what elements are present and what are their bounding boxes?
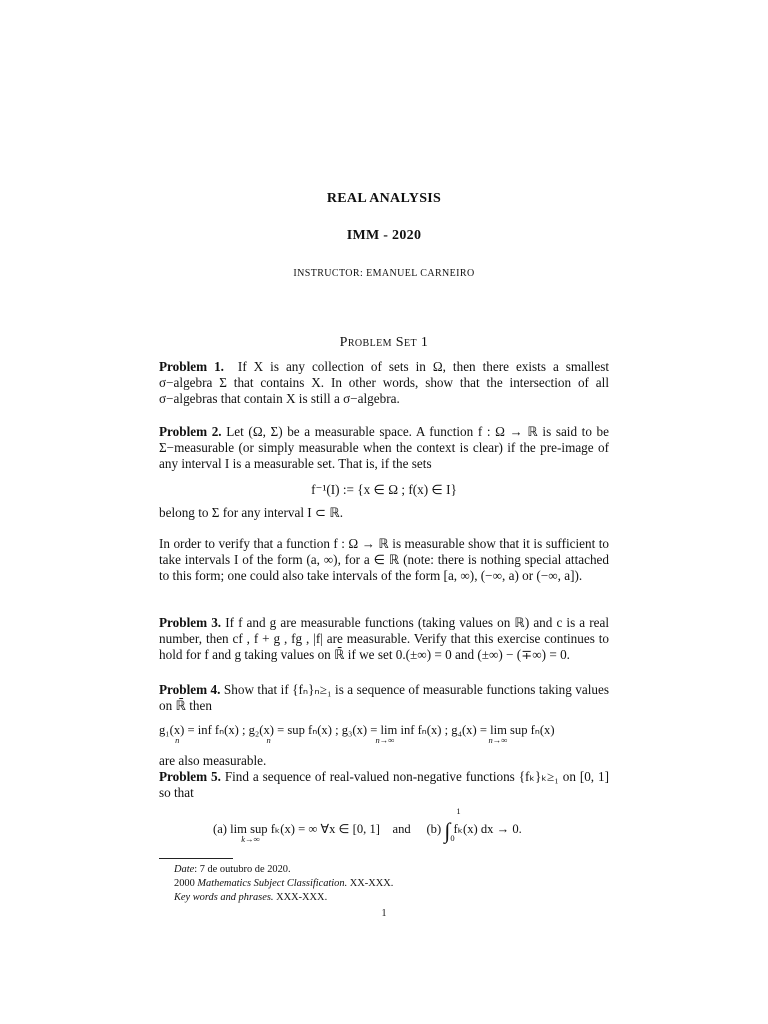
problem-2-display-equation: f⁻¹(I) := {x ∈ Ω ; f(x) ∈ I} xyxy=(311,482,457,497)
problem-4-text: Show that if {fₙ}ₙ≥₁ is a sequence of measurable functions taking values on ℝ̄ then xyxy=(159,682,609,714)
paper-subtitle: IMM - 2020 xyxy=(346,228,422,243)
paper-title: REAL ANALYSIS xyxy=(326,191,442,206)
problem-1-label: Problem 1. xyxy=(159,359,224,374)
problem-1-line-2: σ−algebra Σ that contains X. In other words, show that the intersection of all xyxy=(159,375,609,391)
problem-2-paragraph-2: In order to verify that a function f : Ω → ℝ is measurable show that it is sufficient to take intervals I of the form (a, ∞), for a ∈ ℝ (note: there is nothing special attached to this form; one could also take intervals of the form [a, ∞), (−∞, a) or (−∞, a]). xyxy=(159,536,609,584)
problem-2-text: Let (Ω, Σ) be a measurable space. A function f : Ω → ℝ is said to be Σ−measurable (or simply measurable when the context is clear) if the pre-image of any interval I is a measurable set. That is, if the sets xyxy=(159,424,609,472)
problem-3-text: If f and g are measurable functions (taking values on ℝ) and c is a real number, then cf , f + g , fg , |f| are measurable. Verify that this exercise continues to hold for f and g taking values on ℝ̄ if we set 0.(±∞) = 0 and (±∞) − (∓∞) = 0. xyxy=(159,615,609,663)
problem-2-after-display: belong to Σ for any interval I ⊂ ℝ. xyxy=(159,505,344,520)
problem-5-text: Find a sequence of real-valued non-negative functions {fₖ}ₖ≥₁ on [0, 1] so that xyxy=(159,769,609,801)
problem-4-label: Problem 4. xyxy=(159,682,221,697)
problem-set-title: Problem Set 1 xyxy=(339,335,429,350)
problem-2 xyxy=(159,424,609,473)
eq-g3: g₃(x) = lim inf fₙ(x) ; n→∞ xyxy=(341,723,449,745)
footnote-rule xyxy=(159,858,233,859)
problem-2-label: Problem 2. xyxy=(159,424,222,439)
problem-3 xyxy=(159,615,609,664)
problem-1-line-3: σ−algebras that contain X is still a σ−algebra. xyxy=(159,391,400,407)
eq-and: and xyxy=(392,822,411,836)
problem-1-line-1: If X is any collection of sets in Ω, then there exists a smallest xyxy=(237,359,610,374)
problem-1 xyxy=(159,359,609,408)
footnote-date: Date: 7 de outubro de 2020. xyxy=(174,864,291,875)
problem-3-label: Problem 3. xyxy=(159,615,222,630)
footnote-msc: 2000 Mathematics Subject Classification. XX-XXX. xyxy=(174,878,394,889)
eq-g4: g₄(x) = lim sup fₙ(x) n→∞ xyxy=(451,723,555,745)
eq-g1: g₁(x) = inf fₙ(x) ; n xyxy=(159,723,246,745)
footnote-keywords: Key words and phrases. XXX-XXX. xyxy=(174,892,328,903)
problem-5-label: Problem 5. xyxy=(159,769,221,784)
eq-g2: g₂(x) = sup fₙ(x) ; n xyxy=(248,723,339,745)
problem-5-display xyxy=(213,806,573,844)
problem-5 xyxy=(159,769,609,801)
eq-part-b: fₖ(x) dx → 0. xyxy=(453,822,522,836)
problem-4 xyxy=(159,682,609,714)
eq-integral: ∫ 1 0 xyxy=(444,806,461,843)
problem-4-equation xyxy=(159,722,611,745)
problem-4-after: are also measurable. xyxy=(159,753,267,768)
eq-part-b-prefix: (b) xyxy=(426,822,442,836)
instructor-line: INSTRUCTOR: EMANUEL CARNEIRO xyxy=(293,268,475,279)
eq-part-a: (a) lim sup fₖ(x) = ∞ ∀x ∈ [0, 1] k→∞ xyxy=(213,822,380,844)
page-number: 1 xyxy=(381,908,387,919)
